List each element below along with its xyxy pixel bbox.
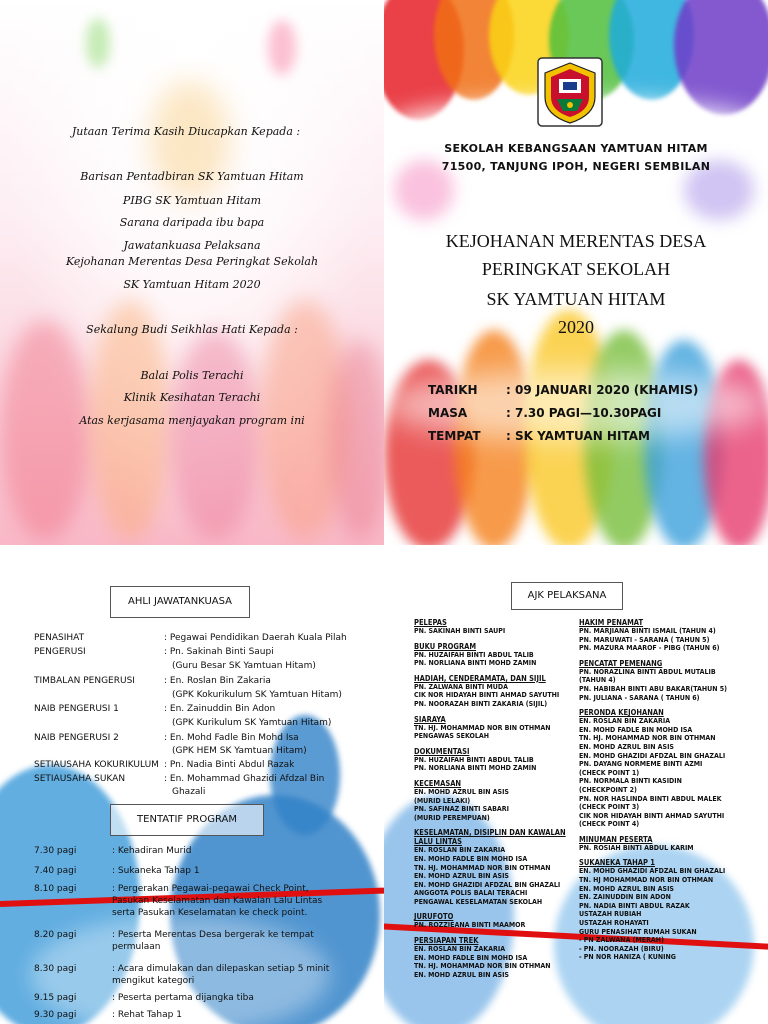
ajk-group-heading: DOKUMENTASI — [414, 746, 470, 756]
committee-member: : Pn. Nadia Binti Abdul Razak — [164, 760, 295, 770]
ajk-group — [579, 858, 764, 962]
ajk-group — [414, 747, 582, 773]
schedule-time: 8.10 pagi — [34, 884, 77, 894]
ajk-member: EN. MOHD FADLE BIN MOHD ISA — [579, 725, 693, 734]
committee-role: PENGERUSI — [34, 647, 86, 657]
schedule-activity: : Peserta Merentas Desa bergerak ke tempat permulaan — [112, 930, 314, 952]
ajk-group-heading: PERSIAPAN TREK — [414, 936, 479, 946]
ajk-title: AJK PELAKSANA — [511, 582, 623, 610]
committee-role: NAIB PENGERUSI 1 — [34, 704, 119, 714]
ajk-member: (CHECK POINT 3) — [579, 803, 640, 812]
ajk-member: TN. HJ MOHAMMAD NOR BIN OTHMAN — [579, 876, 714, 885]
ajk-group — [414, 828, 582, 906]
ajk-member: (MURID LELAKI) — [414, 796, 471, 805]
ajk-member: TN. HJ. MOHAMMAD NOR BIN OTHMAN — [579, 734, 716, 743]
ajk-group-heading: HAKIM PENAMAT — [579, 618, 644, 627]
committee-note: (GPK Kokurikulum SK Yamtuan Hitam) — [172, 690, 342, 700]
ajk-panel — [384, 545, 768, 1024]
schedule-activity: : Rehat Tahap 1 — [112, 1010, 182, 1020]
ajk-group-heading: SIARAYA — [414, 714, 446, 724]
info-value: : SK YAMTUAN HITAM — [506, 429, 650, 443]
committee-note: (GPK Kurikulum SK Yamtuan Hitam) — [172, 718, 332, 728]
schedule-time: 7.30 pagi — [34, 846, 77, 856]
ajk-group — [579, 618, 764, 653]
ajk-member: PN. ROSIAH BINTI ABDUL KARIM — [579, 843, 694, 852]
ajk-group — [579, 708, 764, 829]
ajk-group-heading: JURUFOTO — [414, 912, 454, 922]
ajk-member: (CHECK POINT 1) — [579, 768, 640, 777]
committee-title: AHLI JAWATANKUASA — [110, 586, 250, 618]
ajk-member: EN. MOHD AZRUL BIN ASIS — [579, 742, 674, 751]
ajk-member: PENGAWAS SEKOLAH — [414, 732, 490, 741]
runner-silhouette — [268, 20, 296, 75]
ajk-member: PN. HABIBAH BINTI ABU BAKAR(TAHUN 5) — [579, 684, 727, 693]
ajk-group — [414, 674, 582, 709]
ajk-member: EN. ZAINUDDIN BIN ADON — [579, 893, 671, 902]
committee-role: SETIAUSAHA SUKAN — [34, 774, 126, 784]
thanks-item: Barisan Pentadbiran SK Yamtuan Hitam — [80, 170, 304, 183]
school-address: 71500, TANJUNG IPOH, NEGERI SEMBILAN — [441, 160, 711, 173]
ajk-member: EN. MOHD GHAZIDI AFDZAL BIN GHAZALI — [579, 867, 726, 876]
ajk-member: PN. NORLIANA BINTI MOHD ZAMIN — [414, 764, 537, 773]
ajk-group — [414, 912, 582, 930]
ajk-group-heading: PELEPAS — [414, 618, 447, 627]
ajk-member: PN. ROZZIEANA BINTI MAAMOR — [414, 921, 526, 930]
ajk-member: EN. MOHD AZRUL BIN ASIS — [414, 787, 509, 796]
ajk-member: PN. MARUWATI - SARANA ( TAHUN 5) — [579, 635, 710, 644]
info-value: : 7.30 PAGI—10.30PAGI — [506, 406, 662, 420]
schedule-time: 8.30 pagi — [34, 964, 77, 974]
ajk-member: EN. MOHD GHAZIDI AFDZAL BIN GHAZALI — [414, 880, 561, 889]
ajk-member: EN. ROSLAN BIN ZAKARIA — [414, 846, 506, 855]
committee-member: : En. Mohd Fadle Bin Mohd Isa — [164, 733, 299, 743]
ajk-group-heading: BUKU PROGRAM — [414, 641, 477, 651]
schedule-time: 8.20 pagi — [34, 930, 77, 940]
ajk-member: PN. NORLIANA BINTI MOHD ZAMIN — [414, 659, 537, 668]
ajk-group — [414, 642, 582, 668]
ajk-member: PN. NOORAZAH BINTI ZAKARIA (SIJIL) — [414, 699, 548, 708]
ajk-member: EN. MOHD AZRUL BIN ASIS — [414, 970, 509, 979]
ajk-group — [414, 936, 582, 979]
committee-member: : Pn. Sakinah Binti Saupi — [164, 647, 274, 657]
ajk-member: EN. ROSLAN BIN ZAKARIA — [579, 717, 671, 726]
ajk-member: (MURID PEREMPUAN) — [414, 813, 490, 822]
ajk-group-heading: PERONDA KEJOHANAN — [579, 708, 664, 718]
ajk-member: EN. MOHD FADLE BIN MOHD ISA — [414, 953, 528, 962]
schedule-time: 7.40 pagi — [34, 866, 77, 876]
ajk-member: TN. HJ. MOHAMMAD NOR BIN OTHMAN — [414, 723, 551, 732]
school-crest-logo — [537, 57, 603, 127]
event-title-line: 2020 — [558, 317, 594, 337]
committee-note: Ghazali — [172, 787, 206, 797]
ajk-member: PN. NORMALA BINTI KASIDIN — [579, 777, 682, 786]
event-title-line: PERINGKAT SEKOLAH — [481, 259, 671, 279]
ajk-left-column — [414, 618, 582, 985]
ajk-group-heading: MINUMAN PESERTA — [579, 834, 653, 844]
ajk-member: - PN ZALWANA (MERAH) — [579, 936, 664, 945]
ajk-member: PN. MAZURA MAAROF - PIBG (TAHUN 6) — [579, 644, 720, 653]
runner-silhouette — [86, 18, 110, 68]
ajk-member: EN. MOHD AZRUL BIN ASIS — [579, 884, 674, 893]
cover-panel — [384, 0, 768, 545]
thanks-item: Sarana daripada ibu bapa — [119, 216, 265, 229]
ajk-group-heading: KECEMASAN — [414, 778, 462, 788]
event-title-line: KEJOHANAN MERENTAS DESA — [445, 231, 707, 251]
ajk-member: (CHECKPOINT 2) — [579, 785, 637, 794]
ajk-member: PN. NORAZLINA BINTI ABDUL MUTALIB — [579, 667, 716, 676]
ajk-member: TN. HJ. MOHAMMAD NOR BIN OTHMAN — [414, 863, 551, 872]
ajk-member: PN. SAKINAH BINTI SAUPI — [414, 627, 506, 635]
thanks-item: Kejohanan Merentas Desa Peringkat Sekolah — [65, 255, 319, 268]
committee-note: (Guru Besar SK Yamtuan Hitam) — [172, 661, 316, 671]
thanks-subheading: Sekalung Budi Seikhlas Hati Kepada : — [86, 323, 298, 336]
committee-role: TIMBALAN PENGERUSI — [34, 676, 135, 686]
event-title-line: SK YAMTUAN HITAM — [486, 289, 666, 309]
thanks-item: Jawatankuasa Pelaksana — [123, 239, 261, 252]
ajk-member: CIK NOR HIDAYAH BINTI AHMAD SAYUTHI — [579, 811, 725, 820]
ajk-member: GURU PENASIHAT RUMAH SUKAN — [579, 927, 697, 936]
thanks-heading: Jutaan Terima Kasih Diucapkan Kepada : — [71, 125, 301, 138]
ajk-member: EN. ROSLAN BIN ZAKARIA — [414, 945, 506, 954]
ajk-member: EN. MOHD FADLE BIN MOHD ISA — [414, 854, 528, 863]
ajk-member: PN. DAYANG NORMEME BINTI AZMI — [579, 760, 703, 769]
ajk-member: PN. SAFINAZ BINTI SABARI — [414, 805, 509, 814]
committee-role: NAIB PENGERUSI 2 — [34, 733, 119, 743]
schedule-time: 9.30 pagi — [34, 1010, 77, 1020]
ajk-group-heading: PENCATAT PEMENANG — [579, 658, 663, 668]
ajk-member: PN. ZALWANA BINTI MUDA — [414, 682, 508, 691]
paint-splash — [674, 0, 768, 115]
thanks-item: PIBG SK Yamtuan Hitam — [122, 194, 262, 207]
info-value: : 09 JANUARI 2020 (KHAMIS) — [506, 383, 699, 397]
ajk-group — [414, 779, 582, 822]
ajk-member: PN. MARJIANA BINTI ISMAIL (TAHUN 4) — [579, 627, 716, 635]
ajk-member: TN. HJ. MOHAMMAD NOR BIN OTHMAN — [414, 962, 551, 971]
committee-role: PENASIHAT — [34, 633, 85, 643]
ajk-group-heading: KESELAMATAN, DISIPLIN DAN KAWALAN LALU LINTAS — [414, 828, 566, 847]
ajk-group-heading: SUKANEKA TAHAP 1 — [579, 858, 655, 868]
schedule-title: TENTATIF PROGRAM — [110, 804, 264, 836]
ajk-member: PENGAWAL KESELAMATAN SEKOLAH — [414, 897, 543, 906]
info-label: MASA — [428, 406, 468, 420]
thanks-panel — [0, 0, 384, 545]
schedule-activity: : Pergerakan Pegawai-pegawai Check Point, Pasukan Keselamatan dan Kawalan Lalu Lintas serta Pasukan Keselamatan ke check point. — [112, 884, 323, 918]
ajk-member: EN. MOHD GHAZIDI AFDZAL BIN GHAZALI — [579, 751, 726, 760]
runner-silhouette — [0, 320, 90, 540]
ajk-member: USTAZAH ROHAYATI — [579, 919, 649, 928]
schedule-activity: : Sukaneka Tahap 1 — [112, 866, 200, 876]
ajk-group — [579, 835, 764, 853]
committee-role: SETIAUSAHA KOKURIKULUM — [34, 760, 159, 770]
ajk-member: PN. HUZAIFAH BINTI ABDUL TALIB — [414, 650, 534, 659]
schedule-time: 9.15 pagi — [34, 993, 77, 1003]
committee-member: : En. Zainuddin Bin Adon — [164, 704, 276, 714]
committee-note: (GPK HEM SK Yamtuan Hitam) — [172, 746, 307, 756]
ajk-member: PN. NADIA BINTI ABDUL RAZAK — [579, 901, 690, 910]
ajk-group — [579, 659, 764, 702]
ajk-member: PN. NOR HASLINDA BINTI ABDUL MALEK — [579, 794, 722, 803]
committee-member: : En. Roslan Bin Zakaria — [164, 676, 271, 686]
thanks-item: Atas kerjasama menjayakan program ini — [79, 414, 305, 427]
ajk-member: - PN NOR HANIZA ( KUNING — [579, 953, 676, 962]
schedule-activity: : Kehadiran Murid — [112, 846, 192, 856]
ajk-right-column — [579, 618, 764, 968]
ajk-member: PN. JULIANA - SARANA ( TAHUN 6) — [579, 693, 700, 702]
ajk-member: (CHECK POINT 4) — [579, 820, 640, 829]
ajk-member: USTAZAH RUBIAH — [579, 910, 642, 919]
ajk-member: PN. HUZAIFAH BINTI ABDUL TALIB — [414, 755, 534, 764]
runner-silhouette — [170, 330, 260, 540]
school-name: SEKOLAH KEBANGSAAN YAMTUAN HITAM — [444, 142, 708, 155]
ajk-member: (TAHUN 4) — [579, 676, 616, 685]
info-label: TEMPAT — [428, 429, 481, 443]
ajk-member: - PN. NOORAZAH (BIRU) — [579, 944, 664, 953]
committee-panel — [0, 545, 384, 1024]
ajk-group — [414, 618, 582, 636]
info-label: TARIKH — [428, 383, 478, 397]
thanks-item: Klinik Kesihatan Terachi — [123, 391, 261, 404]
ajk-group-heading: HADIAH, CENDERAMATA, DAN SIJIL — [414, 673, 546, 683]
ajk-member: ANGGOTA POLIS BALAI TERACHI — [414, 889, 528, 898]
committee-member: : Pegawai Pendidikan Daerah Kuala Pilah — [164, 633, 347, 643]
ajk-group — [414, 715, 582, 741]
ajk-member: CIK NOR HIDAYAH BINTI AHMAD SAYUTHI — [414, 691, 560, 700]
schedule-activity: : Acara dimulakan dan dilepaskan setiap 5 minit mengikut kategori — [112, 964, 330, 986]
committee-member: : En. Mohammad Ghazidi Afdzal Bin — [164, 774, 325, 784]
thanks-item: Balai Polis Terachi — [140, 369, 244, 382]
schedule-activity: : Peserta pertama dijangka tiba — [112, 993, 254, 1003]
ajk-member: EN. MOHD AZRUL BIN ASIS — [414, 872, 509, 881]
thanks-item: SK Yamtuan Hitam 2020 — [123, 278, 261, 291]
